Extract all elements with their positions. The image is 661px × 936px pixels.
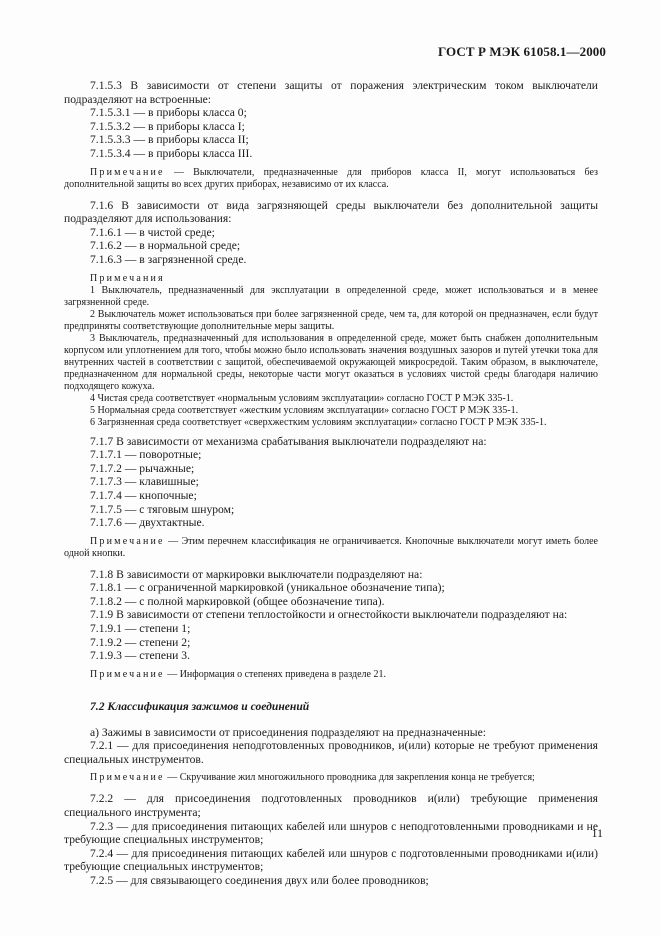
list-item: 7.1.7.6 — двухтактные. <box>90 516 205 530</box>
list-item: 7.1.6.3 — в загрязненной среде. <box>90 252 247 266</box>
note-text: — Информация о степенях приведена в разделе 21. <box>164 668 386 680</box>
list-item: 7.1.7.3 — клавишные; <box>90 475 199 489</box>
list-item: 7.1.9.3 — степени 3. <box>90 649 190 663</box>
note-text: — Скручивание жил многожильного проводника для закрепления конца не требуется; <box>164 772 535 784</box>
list-item: 7.1.6.1 — в чистой среде; <box>90 225 215 239</box>
paragraph: 7.1.7 В зависимости от механизма срабатывания выключатели подразделяют на: <box>90 434 487 448</box>
list-item: 7.1.7.2 — рычажные; <box>90 461 195 475</box>
notes-heading: Примечания <box>90 272 165 284</box>
note-label: Примечание <box>90 668 165 680</box>
list-item: 7.1.5.3.3 — в приборы класса II; <box>90 133 249 147</box>
note-label: Примечание <box>90 535 165 547</box>
paragraph: 7.1.5.3 В зависимости от степени защиты от поражения электрическим током выключатели подразделяют на встроенные: <box>64 79 598 106</box>
note <box>64 772 598 784</box>
note-text: — Этим перечнем классификация не ограничивается. Кнопочные выключатели могут иметь более одной кнопки. <box>64 535 598 559</box>
list-item: 7.1.7.1 — поворотные; <box>90 448 202 462</box>
paragraph: 7.2.2 — для присоединения подготовленных проводников и(или) требующие применения специального инструмента; <box>64 792 598 819</box>
note-item: 4 Чистая среда соответствует «нормальным условиям эксплуатации» согласно ГОСТ Р МЭК 335-1. <box>90 392 514 404</box>
page-number: 11 <box>591 826 603 840</box>
note-item: 6 Загрязненная среда соответствует «сверхжестким условиям эксплуатации» согласно ГОСТ Р МЭК 335-1. <box>90 416 547 428</box>
note-text: — Выключатели, предназначенные для приборов класса II, могут использоваться без дополнительной защиты во всех других приборах, независимо от их класса. <box>64 166 598 190</box>
spacer <box>64 191 598 199</box>
list-item: 7.1.6.2 — в нормальной среде; <box>90 239 241 253</box>
note-label: Примечание <box>90 166 165 178</box>
note <box>64 167 598 191</box>
spacer <box>64 560 598 568</box>
spacer <box>64 681 598 689</box>
list-item: 7.1.7.4 — кнопочные; <box>90 488 197 502</box>
paragraph: 7.2.5 — для связывающего соединения двух или более проводников; <box>90 873 429 887</box>
paragraph: 7.2.3 — для присоединения питающих кабелей или шнуров с неподготовленными проводниками и не требующие специальных инструментов; <box>64 819 598 847</box>
paragraph: 7.2.1 — для присоединения неподготовленных проводников, и(или) которые не требуют применения специальных инструментов. <box>64 739 598 766</box>
list-item: 7.1.8.2 — с полной маркировкой (общее обозначение типа). <box>90 594 385 608</box>
paragraph: 7.1.8 В зависимости от маркировки выключатели подразделяют на: <box>90 567 423 581</box>
section-heading: 7.2 Классификация зажимов и соединений <box>90 700 310 714</box>
list-item: 7.1.8.1 — с ограниченной маркировкой (уникальное обозначение типа); <box>90 581 445 595</box>
list-item: 7.1.5.3.1 — в приборы класса 0; <box>90 106 247 120</box>
paragraph: 7.1.6 В зависимости от вида загрязняющей среды выключатели без дополнительной защиты подразделяют для использования: <box>64 198 598 226</box>
list-item: 7.1.7.5 — с тяговым шнуром; <box>90 502 235 516</box>
note-item: 2 Выключатель может использоваться при более загрязненной среде, чем та, для которой он предназначен, если будут предприняты соответствующие дополнительные меры защиты. <box>64 308 598 332</box>
list-item: 7.1.9.2 — степени 2; <box>90 635 191 649</box>
paragraph: 7.2.4 — для присоединения питающих кабелей или шнуров с подготовленными проводниками и(или) требующие специальных инструментов; <box>64 846 598 874</box>
document-header: ГОСТ Р МЭК 61058.1—2000 <box>437 44 606 59</box>
note <box>64 669 598 681</box>
document-body <box>64 79 598 888</box>
spacer <box>64 784 598 792</box>
list-item: 7.1.5.3.2 — в приборы класса I; <box>90 119 245 133</box>
list-item: 7.1.9.1 — степени 1; <box>90 622 191 636</box>
note <box>64 536 598 560</box>
list-item: 7.1.5.3.4 — в приборы класса III. <box>90 146 253 160</box>
note-label: Примечание <box>90 772 165 784</box>
list-item: а) Зажимы в зависимости от присоединения подразделяют на предназначенные: <box>90 725 486 739</box>
note-item: 1 Выключатель, предназначенный для эксплуатации в определенной среде, может использоваться и в менее загрязненной среде. <box>64 284 598 308</box>
note-item: 3 Выключатель, предназначенный для использования в определенной среде, может быть снабжен дополнительным корпусом или уплотнением для того, чтобы можно было использовать значения воздушных зазоров и путей утечки тока для внутренних частей в соответствии с защитой, обеспечиваемой окружающей микросредой. Таким образом, в выключателе, предназначенном для нормальной среды, некоторые части могут оказаться в условиях чистой среды благодаря наличию подходящего кожуха. <box>64 332 598 392</box>
paragraph: 7.1.9 В зависимости от степени теплостойкости и огнестойкости выключатели подразделяют на: <box>90 608 568 622</box>
note-item: 5 Нормальная среда соответствует «жестким условиям эксплуатации» согласно ГОСТ Р МЭК 335-1. <box>90 404 519 416</box>
